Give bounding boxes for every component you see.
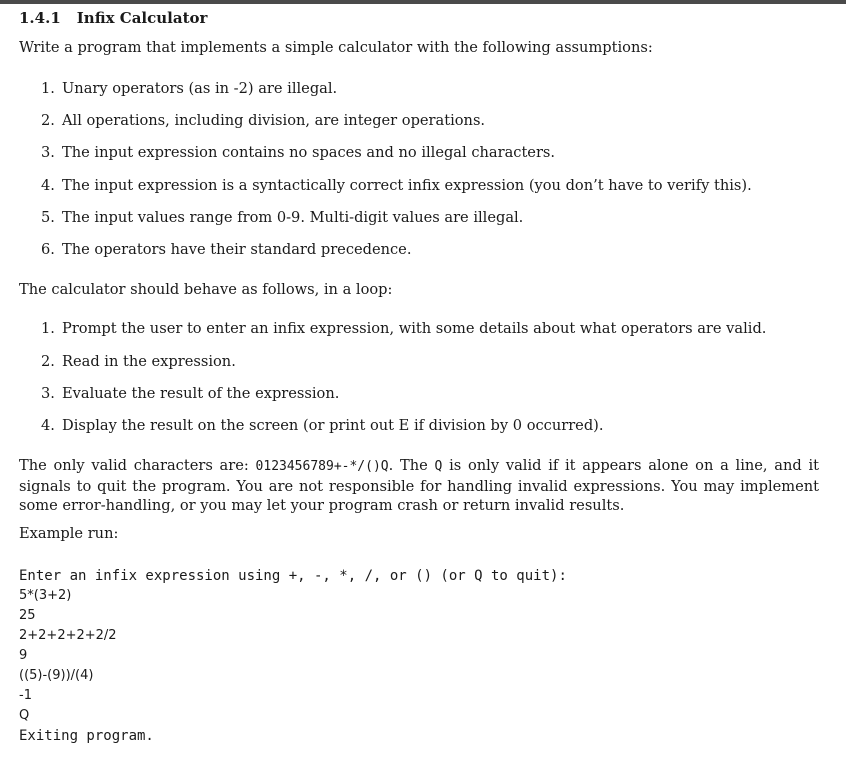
code-line: Q — [19, 708, 30, 723]
list-item: 2. Read in the expression. — [41, 353, 236, 370]
list-item: 6. The operators have their standard precedence. — [41, 241, 412, 258]
list-item: 3. Evaluate the result of the expression. — [41, 385, 340, 402]
list-item: 1. Prompt the user to enter an infix expression, with some details about what operators are valid. — [41, 320, 767, 337]
intro-paragraph: Write a program that implements a simple calculator with the following assumptions: — [19, 39, 653, 56]
code-line: 9 — [19, 648, 28, 663]
code-line: 25 — [19, 608, 36, 623]
list-item: 5. The input values range from 0-9. Multi-digit values are illegal. — [41, 209, 524, 226]
valid-characters-code: 0123456789+-*/()Q — [255, 459, 389, 474]
list-item: 4. The input expression is a syntactically correct infix expression (you don’t have to verify this). — [41, 177, 752, 194]
code-line: Enter an infix expression using +, -, *, /, or () (or Q to quit): — [19, 568, 567, 584]
section-heading — [19, 9, 207, 27]
list-item: 3. The input expression contains no spaces and no illegal characters. — [41, 144, 556, 161]
valid-characters-paragraph: The only valid characters are: 0123456789+-*/()Q. The Q is only valid if it appears alone on a line, and it signals to quit the program. You are not responsible for handling invalid expressions. You may implement some error-handling, or you may let your program crash or return invalid results. — [19, 457, 820, 514]
code-line: Exiting program. — [19, 728, 154, 744]
section-number: 1.4.1 — [19, 9, 61, 27]
section-title: Infix Calculator — [76, 9, 208, 27]
code-line: -1 — [19, 688, 32, 703]
code-line: 2+2+2+2+2/2 — [19, 628, 117, 643]
code-line: 5*(3+2) — [19, 588, 72, 603]
list-item: 1. Unary operators (as in -2) are illegal. — [41, 80, 338, 97]
behavior-intro: The calculator should behave as follows, in a loop: — [19, 281, 393, 298]
list-item: 4. Display the result on the screen (or print out E if division by 0 occurred). — [41, 417, 604, 434]
top-rule — [0, 0, 846, 4]
code-line: ((5)-(9))/(4) — [19, 668, 94, 683]
list-item: 2. All operations, including division, are integer operations. — [41, 112, 486, 129]
example-label: Example run: — [19, 525, 119, 542]
quit-character-code: Q — [434, 459, 443, 474]
